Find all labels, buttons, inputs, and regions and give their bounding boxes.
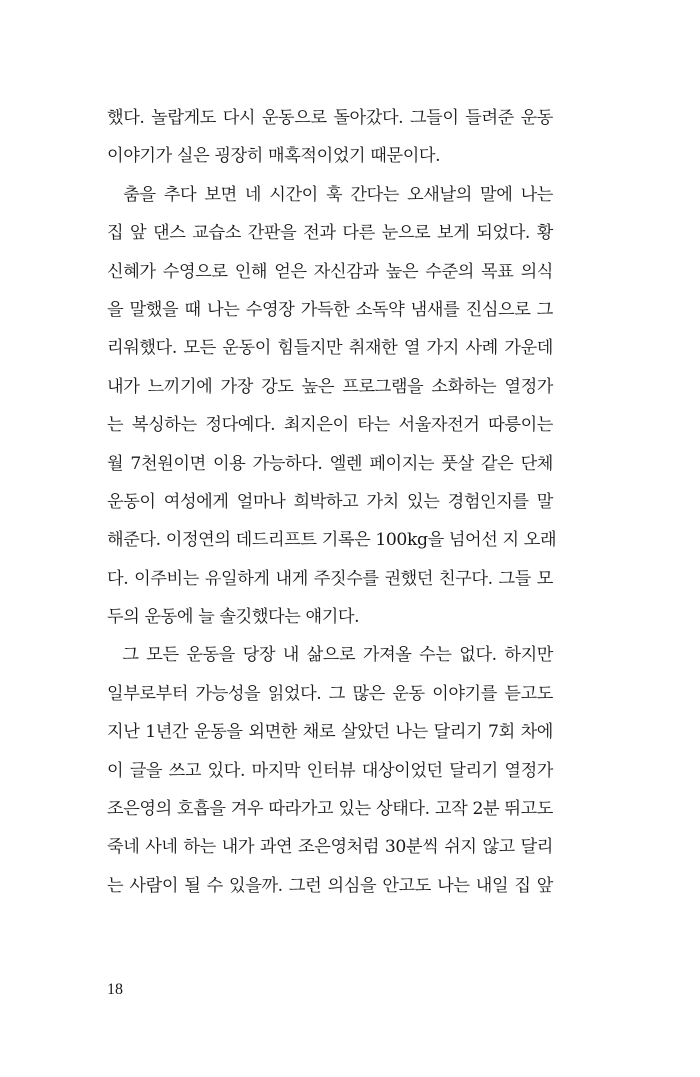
body-text: [107, 99, 557, 905]
text-line: 조은영의 호흡을 겨우 따라가고 있는 상태다. 고작 2분 뛰고도: [107, 799, 553, 820]
text-line: 을 말했을 때 나는 수영장 가득한 소독약 냄새를 진심으로 그: [107, 299, 553, 320]
text-line: 이야기가 실은 굉장히 매혹적이었기 때문이다.: [107, 146, 441, 167]
text-line: 신혜가 수영으로 인해 얻은 자신감과 높은 수준의 목표 의식: [107, 261, 553, 282]
text-line: 죽네 사네 하는 내가 과연 조은영처럼 30분씩 쉬지 않고 달리: [107, 837, 553, 858]
text-line: 이 글을 쓰고 있다. 마지막 인터뷰 대상이었던 달리기 열정가: [107, 760, 553, 781]
text-line: 내가 느끼기에 가장 강도 높은 프로그램을 소화하는 열정가: [107, 376, 553, 397]
text-line: 는 사람이 될 수 있을까. 그런 의심을 안고도 나는 내일 집 앞: [107, 875, 553, 896]
text-line: 다. 이주비는 유일하게 내게 주짓수를 권했던 친구다. 그들 모: [107, 568, 553, 589]
text-line: 리워했다. 모든 운동이 힘들지만 취재한 열 가지 사례 가운데: [107, 338, 553, 359]
text-line: 운동이 여성에게 얼마나 희박하고 가치 있는 경험인지를 말: [107, 491, 553, 512]
text-line: 지난 1년간 운동을 외면한 채로 살았던 나는 달리기 7회 차에: [107, 722, 553, 743]
text-line: 는 복싱하는 정다예다. 최지은이 타는 서울자전거 따릉이는: [107, 415, 553, 436]
text-line: 집 앞 댄스 교습소 간판을 전과 다른 눈으로 보게 되었다. 황: [107, 223, 553, 244]
text-line: 월 7천원이면 이용 가능하다. 엘렌 페이지는 풋살 같은 단체: [107, 453, 553, 474]
text-line: 그 모든 운동을 당장 내 삶으로 가져올 수는 없다. 하지만: [107, 645, 553, 666]
text-line: 해준다. 이정연의 데드리프트 기록은 100kg을 넘어선 지 오래: [107, 530, 557, 551]
text-line: 춤을 추다 보면 네 시간이 훅 간다는 오새날의 말에 나는: [107, 184, 553, 205]
text-line: 했다. 놀랍게도 다시 운동으로 돌아갔다. 그들이 들려준 운동: [107, 108, 553, 128]
text-line: 두의 운동에 늘 솔깃했다는 얘기다.: [107, 607, 360, 628]
text-line: 일부로부터 가능성을 읽었다. 그 많은 운동 이야기를 듣고도: [107, 683, 553, 704]
page-number: 18: [107, 981, 123, 998]
